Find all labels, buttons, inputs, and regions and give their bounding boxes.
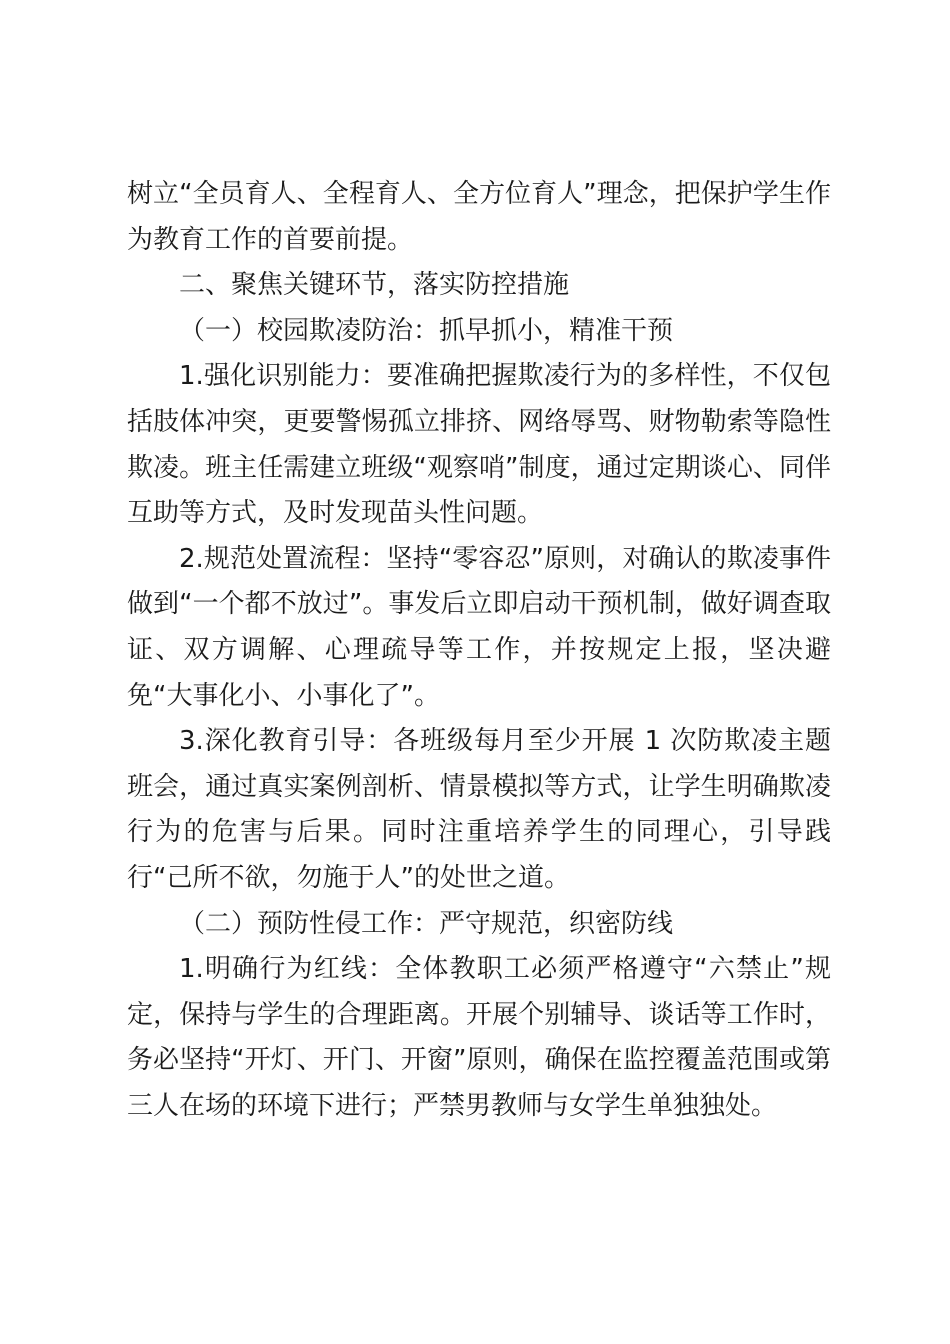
- paragraph: 1.强化识别能力：要准确把握欺凌行为的多样性，不仅包括肢体冲突，更要警惕孤立排挤、网络辱骂、财物勒索等隐性欺凌。班主任需建立班级“观察哨”制度，通过定期谈心、同伴互助等方式，及时发现苗头性问题。: [127, 361, 831, 529]
- paragraph: 3.深化教育引导：各班级每月至少开展 1 次防欺凌主题班会，通过真实案例剖析、情景模拟等方式，让学生明确欺凌行为的危害与后果。同时注重培养学生的同理心，引导践行“己所不欲，勿施于人”的处世之道。: [127, 726, 831, 893]
- paragraph-continuation: 树立“全员育人、全程育人、全方位育人”理念，把保护学生作为教育工作的首要前提。: [127, 179, 831, 255]
- document-body: [127, 172, 831, 1129]
- subsection-heading: （一）校园欺凌防治：抓早抓小，精准干预: [179, 315, 674, 346]
- paragraph: 2.规范处置流程：坚持“零容忍”原则，对确认的欺凌事件做到“一个都不放过”。事发后立即启动干预机制，做好调查取证、双方调解、心理疏导等工作，并按规定上报，坚决避免“大事化小、小事化了”。: [127, 543, 831, 711]
- subsection-heading: （二）预防性侵工作：严守规范，织密防线: [179, 908, 674, 939]
- paragraph: 1.明确行为红线：全体教职工必须严格遵守“六禁止”规定，保持与学生的合理距离。开展个别辅导、谈话等工作时，务必坚持“开灯、开门、开窗”原则，确保在监控覆盖范围或第三人在场的环境下进行；严禁男教师与女学生单独独处。: [127, 954, 831, 1121]
- section-heading: 二、聚焦关键环节，落实防控措施: [179, 270, 570, 301]
